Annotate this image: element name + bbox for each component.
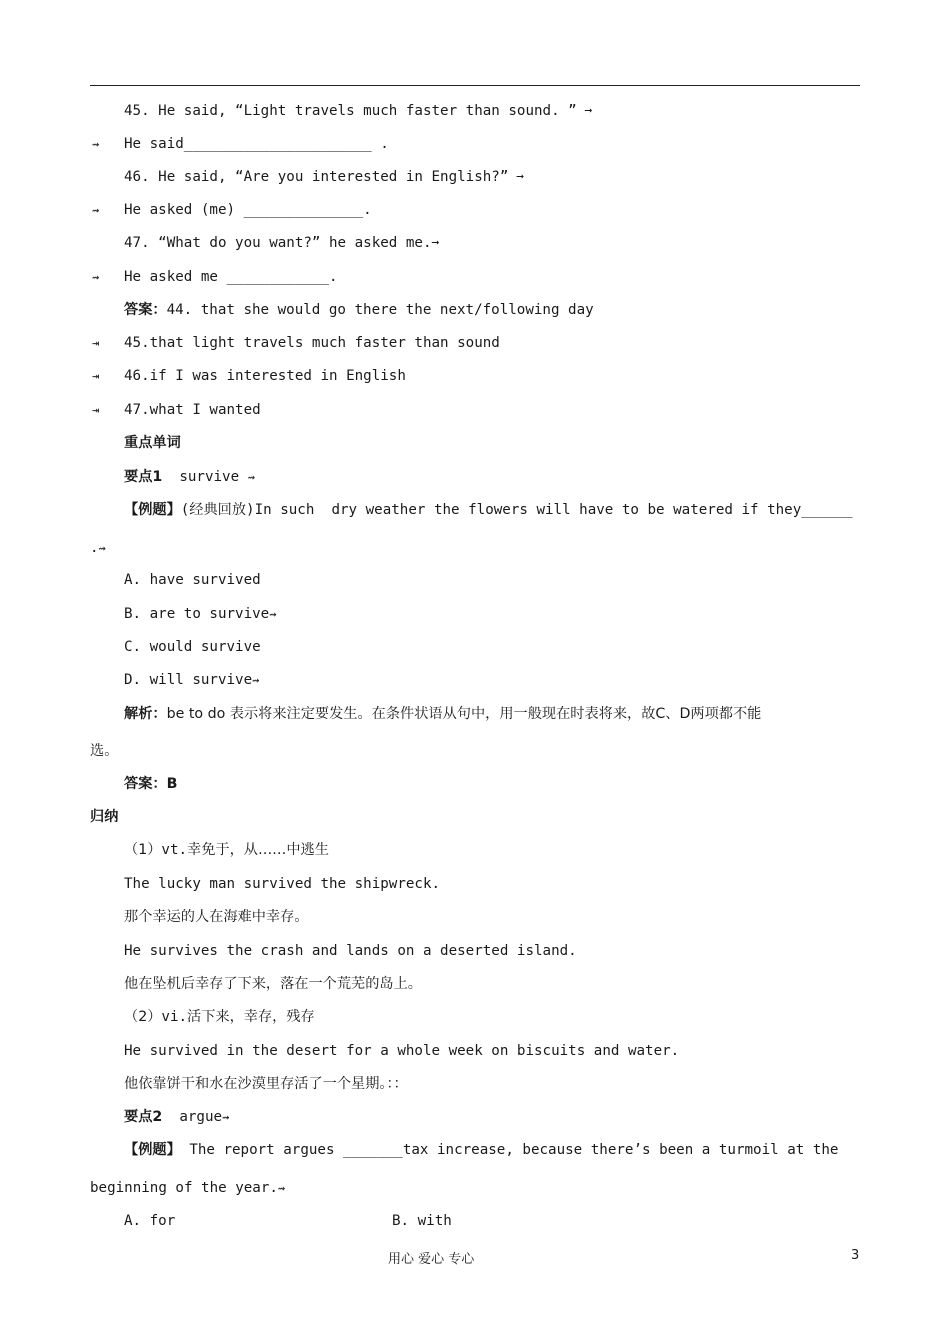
question-46: 46. He said, “Are you interested in English?” ➞ bbox=[124, 169, 525, 185]
question-47: 47. “What do you want?” he asked me.➞ bbox=[124, 235, 440, 251]
sense-2-example-zh: 他依靠饼干和水在沙漠里存活了一个星期。：： bbox=[124, 1076, 408, 1092]
summary-heading: 归纳 bbox=[90, 809, 119, 825]
example-2-option-b: B. with bbox=[392, 1213, 452, 1229]
option-c: C. would survive bbox=[124, 639, 261, 655]
mark-icon: ⇝ bbox=[222, 1110, 230, 1124]
sense-1-example2-zh: 他在坠机后幸存了下来，落在一个荒芜的岛上。 bbox=[124, 976, 422, 992]
sense-1-example-en: The lucky man survived the shipwreck. bbox=[124, 876, 441, 892]
footer-motto: 用心 爱心 专心 bbox=[388, 1252, 475, 1267]
example-1: 【例题】(经典回放)In such dry weather the flowers will have to be watered if they______ bbox=[124, 502, 853, 518]
point-2: 要点2 argue⇝ bbox=[124, 1109, 230, 1125]
answer-47: 47.what I wanted bbox=[124, 402, 261, 418]
question-47-blank: He asked me ____________. bbox=[124, 269, 338, 285]
point-1: 要点1 survive ⇝ bbox=[124, 469, 255, 485]
arrow-icon: ➞ bbox=[508, 170, 525, 185]
analysis: 解析：be to do 表示将来注定要发生。在条件状语从句中，用一般现在时表将来，故C、D两项都不能 bbox=[124, 706, 762, 722]
option-a: A. have survived bbox=[124, 572, 261, 588]
question-45-blank: He said______________________ . bbox=[124, 136, 389, 152]
section-heading: 重点单词 bbox=[124, 435, 181, 451]
sense-2: （2）vi.活下来，幸存，残存 bbox=[124, 1009, 315, 1025]
mark-icon: ⇥ bbox=[92, 336, 100, 350]
mark-icon: ⇝ bbox=[269, 607, 277, 621]
arrow-icon: ➞ bbox=[576, 104, 593, 119]
example-2-cont: beginning of the year.⇝ bbox=[90, 1180, 286, 1196]
sense-2-example-en: He survived in the desert for a whole week on biscuits and water. bbox=[124, 1043, 680, 1059]
mark-icon: ⇥ bbox=[92, 403, 100, 417]
answer-44: 答案：44. that she would go there the next/following day bbox=[124, 302, 594, 318]
arrow-icon: ➞ bbox=[431, 236, 440, 251]
option-d: D. will survive⇝ bbox=[124, 672, 260, 688]
sense-1-example2-en: He survives the crash and lands on a deserted island. bbox=[124, 943, 577, 959]
sense-1-example-zh: 那个幸运的人在海难中幸存。 bbox=[124, 909, 309, 925]
mark-icon: ⇥ bbox=[92, 369, 100, 383]
example-2-option-a: A. for bbox=[124, 1213, 176, 1229]
example-1-cont: .⇝ bbox=[90, 540, 106, 556]
sense-1: （1）vt.幸免于，从……中逃生 bbox=[124, 842, 329, 858]
option-b: B. are to survive⇝ bbox=[124, 606, 277, 622]
answer-46: 46.if I was interested in English bbox=[124, 368, 406, 384]
answer-b: 答案：B bbox=[124, 776, 178, 792]
answer-45: 45.that light travels much faster than sound bbox=[124, 335, 500, 351]
mark-icon: ⇝ bbox=[252, 673, 260, 687]
mark-icon: ⇝ bbox=[92, 137, 100, 151]
example-2: 【例题】 The report argues _______tax increase, because there’s been a turmoil at the bbox=[124, 1142, 839, 1158]
mark-icon: ⇝ bbox=[277, 1181, 286, 1195]
mark-icon: ⇝ bbox=[92, 203, 100, 217]
mark-icon: ⇝ bbox=[247, 470, 255, 484]
question-46-blank: He asked (me) ______________. bbox=[124, 202, 372, 218]
question-45: 45. He said, “Light travels much faster than sound. ” ➞ bbox=[124, 103, 593, 119]
mark-icon: ⇝ bbox=[98, 541, 106, 555]
mark-icon: ⇝ bbox=[92, 270, 100, 284]
page-number: 3 bbox=[851, 1248, 860, 1263]
header-rule bbox=[90, 85, 860, 86]
analysis-cont: 选。 bbox=[90, 743, 119, 759]
